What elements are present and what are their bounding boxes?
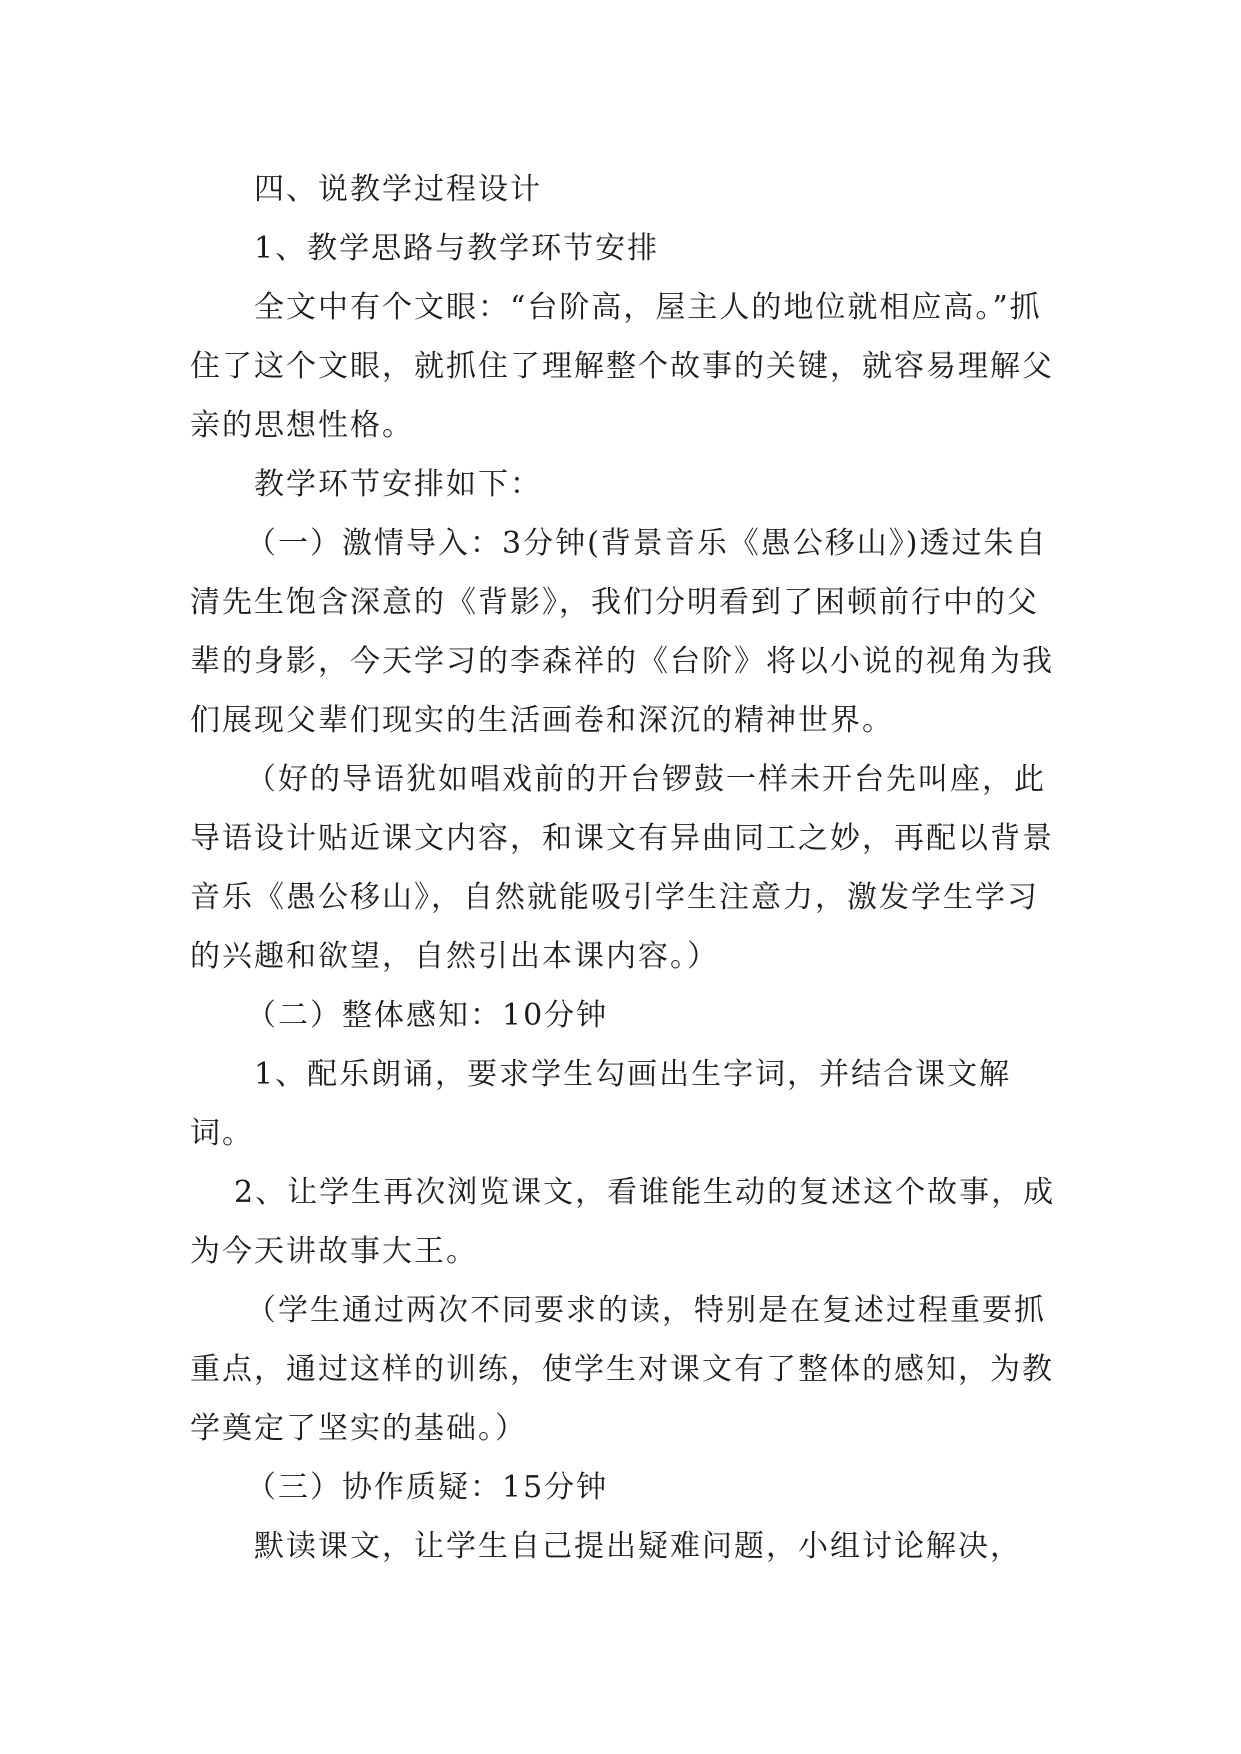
paragraph-text-eye: 全文中有个文眼：“台阶高，屋主人的地位就相应高。”抓住了这个文眼，就抓住了理解整个故事的关键，就容易理解父亲的思想性格。 <box>190 290 1054 443</box>
paragraph-step-two-heading: （二）整体感知：10分钟 <box>246 998 609 1033</box>
paragraph-step-three-text: 默读课文，让学生自己提出疑难问题，小组讨论解决， <box>254 1529 1022 1564</box>
paragraph-arrangement-intro: 教学环节安排如下： <box>254 467 542 502</box>
subsection-heading: 1、教学思路与教学环节安排 <box>254 231 660 266</box>
section-heading: 四、说教学过程设计 <box>254 172 542 207</box>
paragraph-step-two-note: （学生通过两次不同要求的读，特别是在复述过程重要抓重点，通过这样的训练，使学生对课文有了整体的感知，为教学奠定了坚实的基础。） <box>190 1293 1054 1446</box>
paragraph-step-two-item-1: 1、配乐朗诵，要求学生勾画出生字词，并结合课文解词。 <box>190 1057 1012 1151</box>
paragraph-step-two-item-2: 2、让学生再次浏览课文，看谁能生动的复述这个故事，成为今天讲故事大王。 <box>190 1175 1056 1269</box>
paragraph-step-one: （一）激情导入：3分钟(背景音乐《愚公移山》)透过朱自清先生饱含深意的《背影》，我们分明看到了困顿前行中的父辈的身影，今天学习的李森祥的《台阶》将以小说的视角为我们展现父辈们现实的生活画卷和深沉的精神世界。 <box>190 526 1054 738</box>
paragraph-step-three-heading: （三）协作质疑：15分钟 <box>246 1470 609 1505</box>
paragraph-step-one-note: （好的导语犹如唱戏前的开台锣鼓一样未开台先叫座，此导语设计贴近课文内容，和课文有异曲同工之妙，再配以背景音乐《愚公移山》，自然就能吸引学生注意力，激发学生学习的兴趣和欲望，自然引出本课内容。） <box>190 762 1054 974</box>
document-body <box>190 160 1060 1576</box>
